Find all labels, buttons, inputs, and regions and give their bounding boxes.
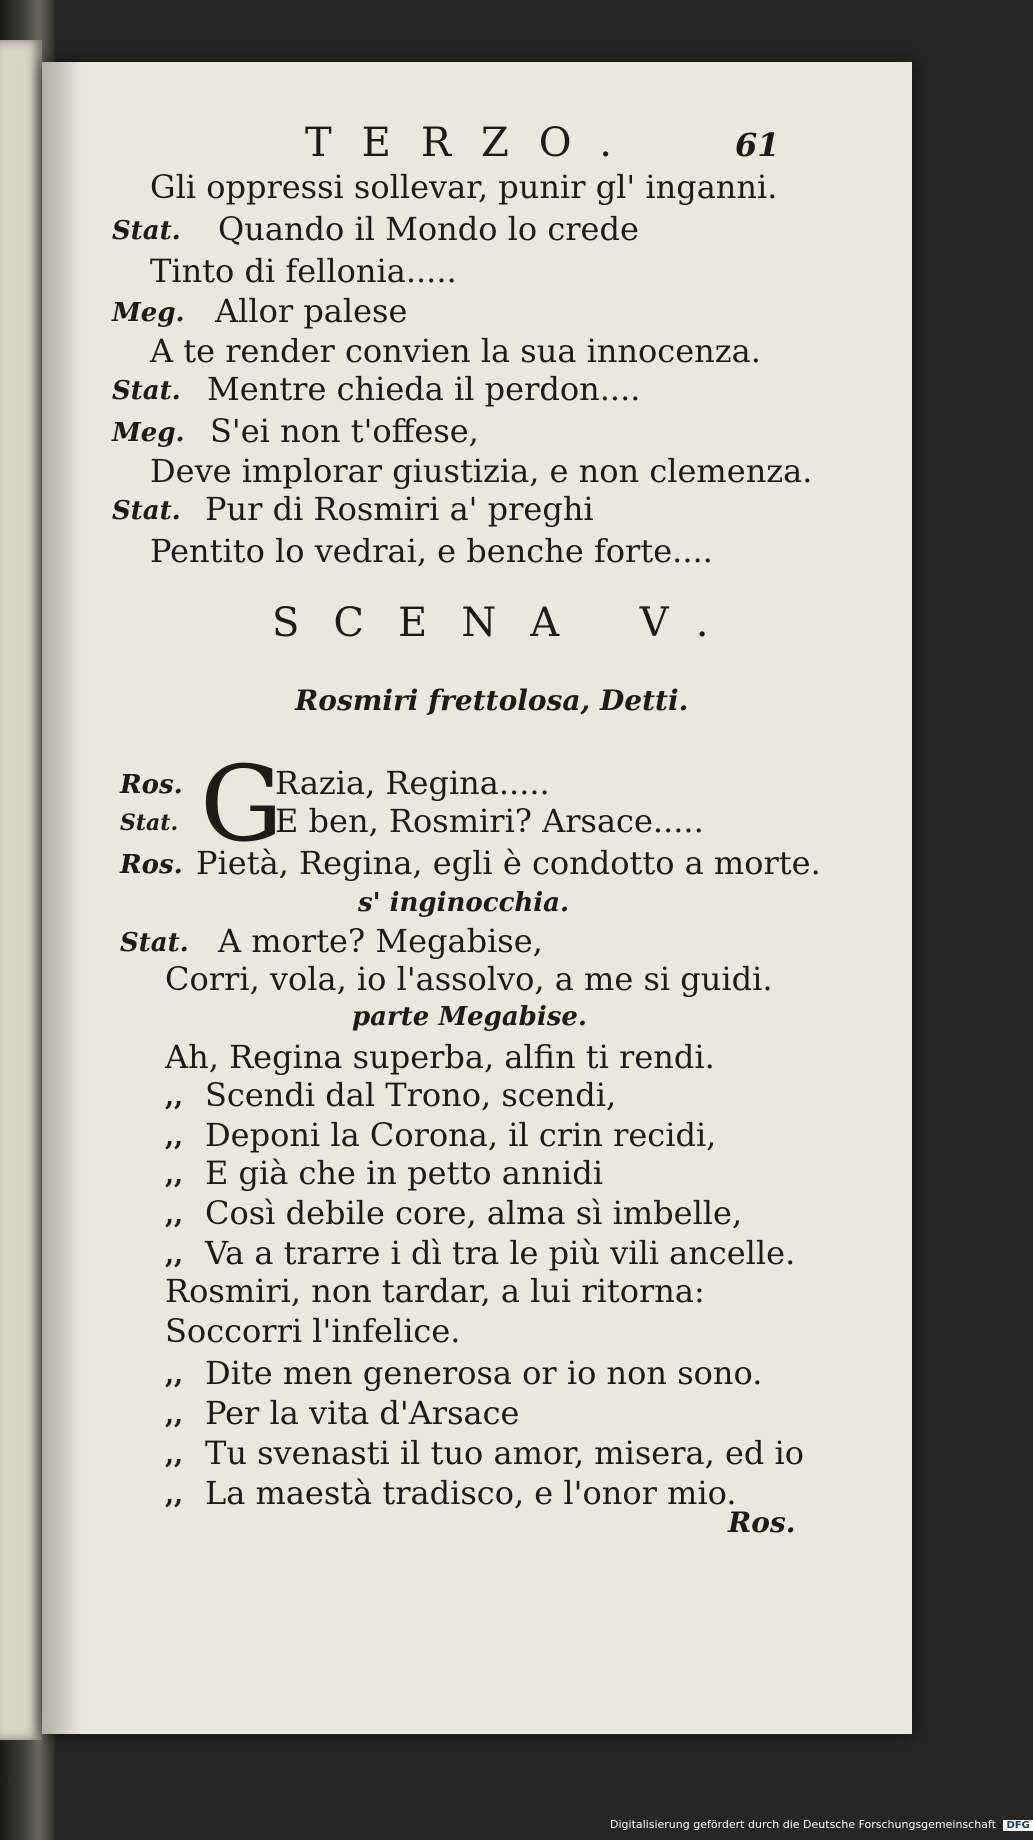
quote-mark: ,, — [165, 1400, 184, 1430]
speaker-label: Ros. — [120, 770, 183, 800]
verse-line: Per la vita d'Arsace — [205, 1394, 520, 1432]
stage-direction: parte Megabise. — [352, 1002, 587, 1032]
verse-line: Tinto di fellonia..... — [150, 252, 457, 290]
speaker-label: Stat. — [112, 216, 181, 246]
verse-line: Scendi dal Trono, scendi, — [205, 1076, 617, 1114]
verse-line: Allor palese — [215, 292, 408, 330]
credit-text: Digitalisierung gefördert durch die Deutsche Forschungsgemeinschaft — [610, 1818, 996, 1831]
verse-line: Quando il Mondo lo crede — [218, 210, 639, 248]
quote-mark: ,, — [165, 1082, 184, 1112]
speaker-label: Stat. — [120, 810, 179, 836]
quote-mark: ,, — [165, 1480, 184, 1510]
page-number: 61 — [735, 126, 780, 164]
verse-line: Dite men generosa or io non sono. — [205, 1354, 763, 1392]
verse-line: Pentito lo vedrai, e benche forte.... — [150, 532, 713, 570]
verse-line: Ah, Regina superba, alfin ti rendi. — [165, 1038, 715, 1076]
drop-cap: G — [200, 743, 284, 865]
dfg-logo: DFG — [1003, 1820, 1032, 1831]
verse-line: Soccorri l'infelice. — [165, 1312, 461, 1350]
verse-line: Corri, vola, io l'assolvo, a me si guidi. — [165, 960, 773, 998]
verse-line: Va a trarre i dì tra le più vili ancelle. — [205, 1234, 796, 1272]
verse-line: La maestà tradisco, e l'onor mio. — [205, 1474, 737, 1512]
previous-page-edge — [0, 40, 42, 1740]
verse-line: Mentre chieda il perdon.... — [207, 370, 641, 408]
speaker-label: Stat. — [120, 928, 189, 958]
quote-mark: ,, — [165, 1240, 184, 1270]
catchword: Ros. — [728, 1506, 796, 1539]
stage-direction: s' inginocchia. — [358, 888, 570, 918]
quote-mark: ,, — [165, 1200, 184, 1230]
verse-line: Pur di Rosmiri a' preghi — [205, 490, 594, 528]
speaker-label: Ros. — [120, 850, 183, 880]
verse-line: Tu svenasti il tuo amor, misera, ed io — [205, 1434, 805, 1472]
verse-line: Deve implorar giustizia, e non clemenza. — [150, 452, 813, 490]
verse-line: A te render convien la sua innocenza. — [150, 332, 761, 370]
verse-line: Pietà, Regina, egli è condotto a morte. — [196, 844, 821, 882]
verse-line: Razia, Regina..... — [275, 764, 550, 802]
running-title: TERZO. — [305, 120, 642, 166]
verse-line: A morte? Megabise, — [218, 922, 543, 960]
speaker-label: Meg. — [112, 418, 185, 448]
quote-mark: ,, — [165, 1160, 184, 1190]
verse-line: Rosmiri, non tardar, a lui ritorna: — [165, 1272, 705, 1310]
verse-line: Così debile core, alma sì imbelle, — [205, 1194, 743, 1232]
quote-mark: ,, — [165, 1122, 184, 1152]
scene-title: SCENA V. — [272, 600, 743, 646]
speaker-label: Stat. — [112, 496, 181, 526]
verse-line: E ben, Rosmiri? Arsace..... — [275, 802, 704, 840]
scene-characters: Rosmiri frettolosa, Detti. — [295, 684, 689, 717]
digitization-credit — [610, 1818, 1033, 1831]
quote-mark: ,, — [165, 1440, 184, 1470]
verse-line: E già che in petto annidi — [205, 1154, 603, 1192]
speaker-label: Meg. — [112, 298, 185, 328]
verse-line: Gli oppressi sollevar, punir gl' inganni. — [150, 168, 778, 206]
speaker-label: Stat. — [112, 376, 181, 406]
quote-mark: ,, — [165, 1360, 184, 1390]
verse-line: Deponi la Corona, il crin recidi, — [205, 1116, 717, 1154]
verse-line: S'ei non t'offese, — [210, 412, 479, 450]
